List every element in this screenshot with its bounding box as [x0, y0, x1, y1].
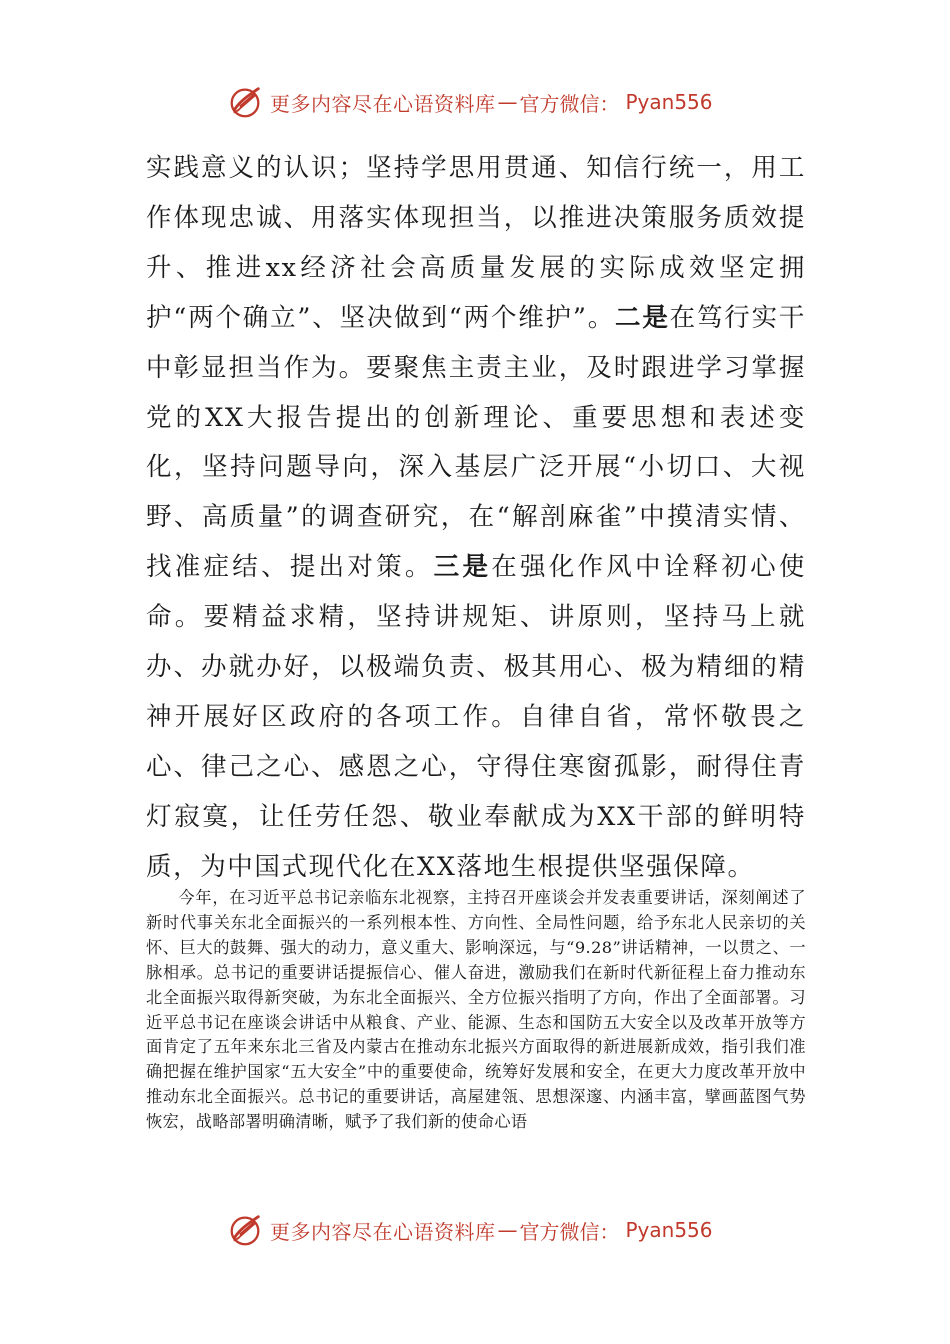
body-part-1: 实践意义的认识；坚持学思用贯通、知信行统一，用工作体现忠诚、用落实体现担当，以推进决策服务质效提升、推进xx经济社会高质量发展的实际成效坚定拥护“两个确立”、坚决做到“两个维护”。	[146, 153, 806, 333]
banner-text: 更多内容尽在心语资料库	[270, 91, 496, 116]
lead-two: 二是	[615, 302, 670, 333]
body-part-2: 在笃行实干中彰显担当作为。要聚焦主责主业，及时跟进学习掌握党的XX大报告提出的创新理论、重要思想和表述变化，坚持问题导向，深入基层广泛开展“小切口、大视野、高质量”的调查研究，在“解剖麻雀”中摸清实情、找准症结、提出对策。	[146, 302, 806, 583]
banner-contact-label: 官方微信：	[519, 91, 620, 116]
banner-contact-id: Pyan556	[625, 90, 713, 114]
body-paragraph	[146, 144, 806, 893]
body-part-3: 在强化作风中诠释初心使命。要精益求精，坚持讲规矩、讲原则，坚持马上就办、办就办好，以极端负责、极其用心、极为精细的精神开展好区政府的各项工作。自律自省，常怀敬畏之心、律己之心、感恩之心，守得住寒窗孤影，耐得住青灯寂寞，让任劳任怨、敬业奉献成为XX干部的鲜明特质，为中国式现代化在XX落地生根提供坚强保障。	[146, 552, 806, 882]
banner-contact-label: 官方微信：	[519, 1219, 620, 1244]
small-body-text	[146, 886, 806, 1135]
banner-text: 更多内容尽在心语资料库	[270, 1219, 496, 1244]
small-paragraph: 今年，在习近平总书记亲临东北视察，主持召开座谈会并发表重要讲话，深刻阐述了新时代事关东北全面振兴的一系列根本性、方向性、全局性问题，给予东北人民亲切的关怀、巨大的鼓舞、强大的动力，意义重大、影响深远，与“9.28”讲话精神，一以贯之、一脉相承。总书记的重要讲话提振信心、催人奋进，激励我们在新时代新征程上奋力推动东北全面振兴取得新突破，为东北全面振兴、全方位振兴指明了方向，作出了全面部署。习近平总书记在座谈会讲话中从粮食、产业、能源、生态和国防五大安全以及改革开放等方面肯定了五年来东北三省及内蒙古在推动东北振兴方面取得的新进展新成效，指引我们准确把握在维护国家“五大安全”中的重要使命，统筹好发展和安全，在更大力度改革开放中推动东北全面振兴。总书记的重要讲话，高屋建瓴、思想深邃、内涵丰富，擘画蓝图气势恢宏，战略部署明确清晰，赋予了我们新的使命心语	[146, 888, 806, 1132]
lead-three: 三是	[433, 552, 492, 583]
pen-logo-icon	[226, 83, 264, 121]
pen-logo-icon	[226, 1211, 264, 1249]
main-body-text	[146, 144, 806, 893]
banner-separator: —	[497, 90, 518, 114]
footer-watermark	[226, 1210, 746, 1250]
banner-separator: —	[497, 1218, 518, 1242]
header-watermark	[226, 82, 746, 122]
banner-contact-id: Pyan556	[625, 1218, 713, 1242]
